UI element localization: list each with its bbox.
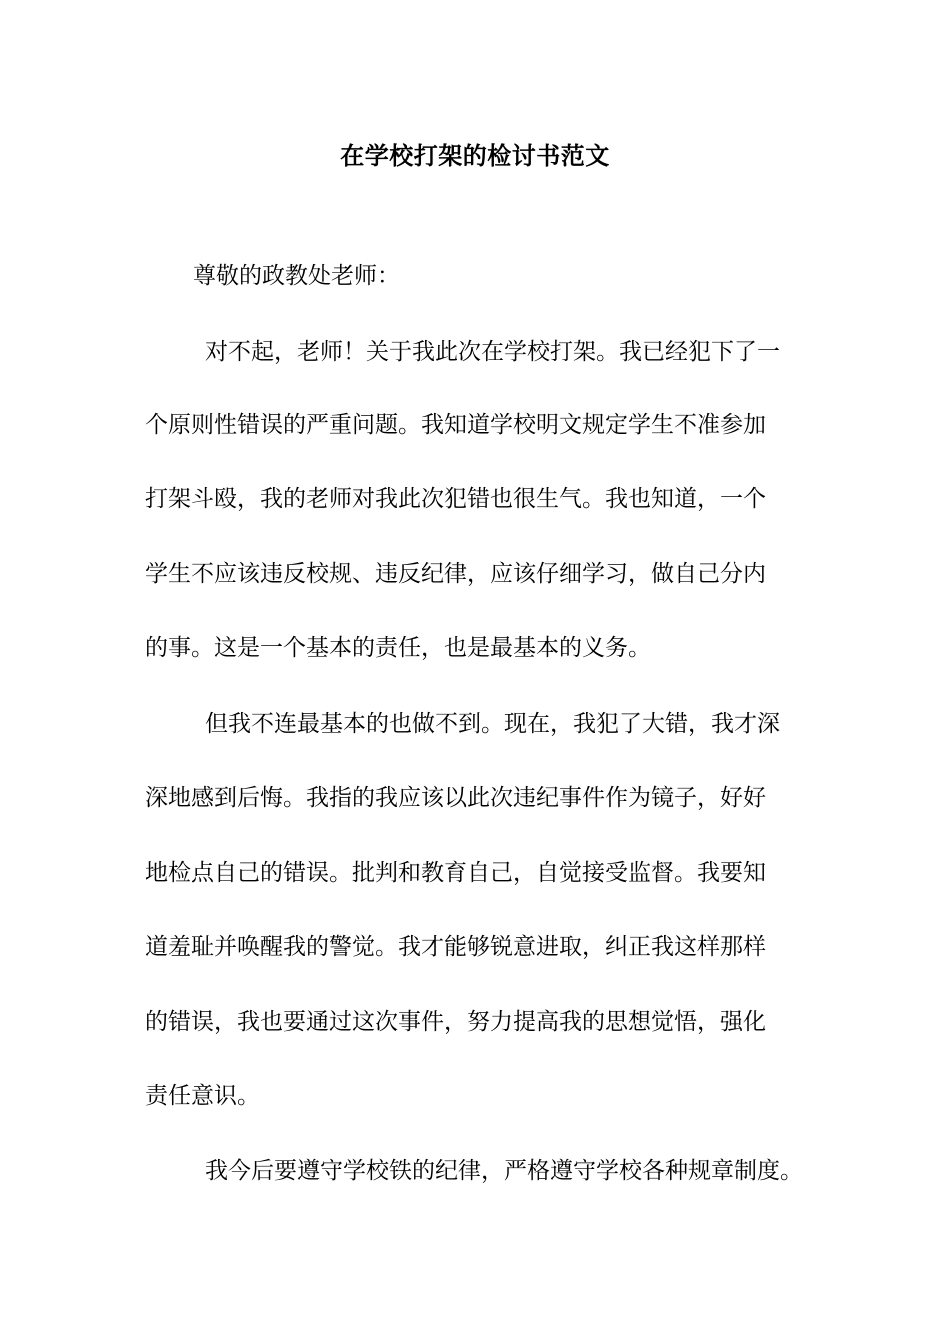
salutation: 尊敬的政教处老师： [193,263,400,289]
paragraph-line: 我今后要遵守学校铁的纪律，严格遵守学校各种规章制度。 [205,1158,803,1184]
paragraph-line: 学生不应该违反校规、违反纪律，应该仔细学习，做自己分内 [145,561,766,587]
paragraph-line: 地检点自己的错误。批判和教育自己，自觉接受监督。我要知 [145,860,766,886]
paragraph-line: 打架斗殴，我的老师对我此次犯错也很生气。我也知道，一个 [145,486,766,512]
paragraph-line: 道羞耻并唤醒我的警觉。我才能够锐意进取，纠正我这样那样 [145,934,766,960]
paragraph-line: 但我不连最基本的也做不到。现在，我犯了大错，我才深 [205,711,780,737]
paragraph-line: 个原则性错误的严重问题。我知道学校明文规定学生不准参加 [145,412,766,438]
paragraph-line: 的错误，我也要通过这次事件，努力提高我的思想觉悟，强化 [145,1009,766,1035]
paragraph-line: 责任意识。 [145,1083,260,1109]
paragraph-line: 的事。这是一个基本的责任，也是最基本的义务。 [145,635,651,661]
paragraph-line: 对不起，老师！关于我此次在学校打架。我已经犯下了一 [205,339,780,365]
paragraph-line: 深地感到后悔。我指的我应该以此次违纪事件作为镜子，好好 [145,785,766,811]
document-title: 在学校打架的检讨书范文 [340,141,610,170]
